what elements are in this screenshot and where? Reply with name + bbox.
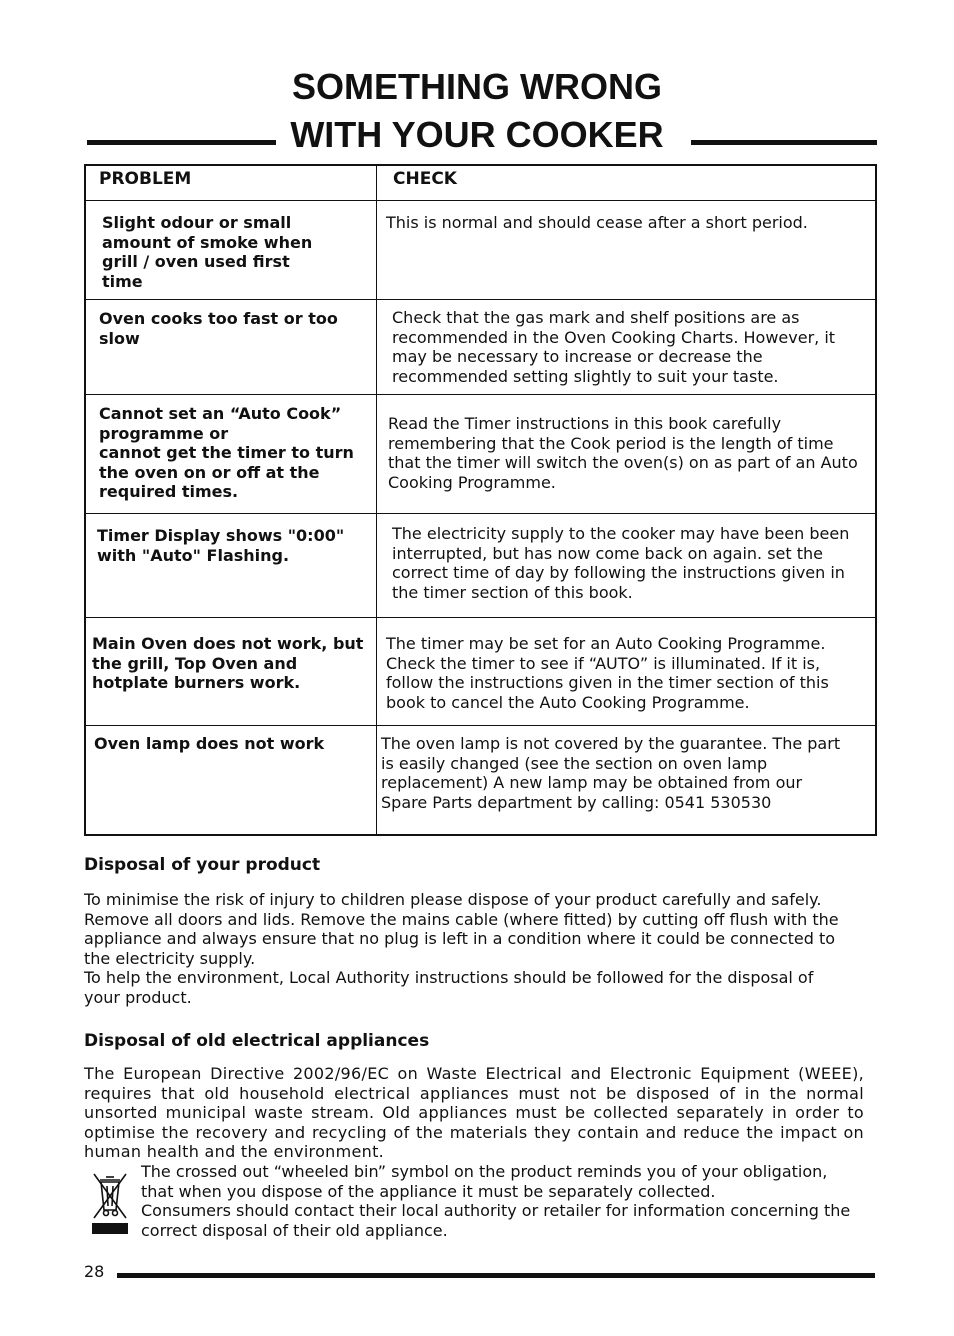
- weee-text: The European Directive 2002/96/EC on Waste Electrical and Electronic Equipment (WEEE), requires that old household electrical appliances must not be disposed of in the normal unsorted municipal waste stream. Old appliances must be collected separately in order to optimise the recovery and recycling of the materials they contain and reduce the impact on human health and the environment.: [84, 1064, 864, 1162]
- disposal-product-text: To minimise the risk of injury to children please dispose of your product carefully and safely. Remove all doors and lids. Remove the mains cable (where fitted) by cutting off flush with the appliance and always ensure that no plug is left in a condition where it could be connected to the electricity supply. To help the environment, Local Authority instructions should be followed for the disposal of your product.: [84, 890, 839, 1007]
- table-header-problem: PROBLEM: [99, 169, 192, 189]
- section-heading-disposal-electrical: Disposal of old electrical appliances: [84, 1031, 430, 1051]
- table-row-divider: [86, 617, 875, 618]
- check-cell: This is normal and should cease after a short period.: [386, 213, 808, 232]
- bin-symbol-text: The crossed out “wheeled bin” symbol on the product reminds you of your obligation, that when you dispose of the appliance it must be separately collected. Consumers should contact their local authority or retailer for information concerning the correct disposal of their old appliance.: [141, 1162, 851, 1240]
- title-rule-left: [87, 140, 276, 145]
- table-header-check: CHECK: [393, 169, 457, 189]
- problem-cell: Cannot set an “Auto Cook” programme or cannot get the timer to turn the oven on or off at the required times.: [99, 404, 354, 502]
- table-row-divider: [86, 725, 875, 726]
- problem-cell: Slight odour or small amount of smoke when grill / oven used first time: [102, 213, 313, 291]
- crossed-out-wheeled-bin-icon: [88, 1170, 132, 1240]
- table-row-divider: [86, 200, 875, 201]
- page-title-line-1: SOMETHING WRONG: [292, 66, 662, 107]
- check-cell: Read the Timer instructions in this book carefully remembering that the Cook period is the length of time that the timer will switch the oven(s) on as part of an Auto Cooking Programme.: [388, 414, 858, 492]
- table-row-divider: [86, 394, 875, 395]
- title-rule-right: [691, 140, 877, 145]
- table-column-divider: [376, 164, 377, 836]
- footer-rule: [117, 1273, 875, 1278]
- problem-cell: Oven cooks too fast or too slow: [99, 309, 338, 348]
- table-row-divider: [86, 299, 875, 300]
- problem-cell: Timer Display shows "0:00" with "Auto" Flashing.: [97, 526, 345, 565]
- check-cell: The oven lamp is not covered by the guarantee. The part is easily changed (see the section on oven lamp replacement) A new lamp may be obtained from our Spare Parts department by calling: 0541 530530: [381, 734, 841, 812]
- check-cell: The timer may be set for an Auto Cooking Programme. Check the timer to see if “AUTO” is illuminated. If it is, follow the instructions given in the timer section of this book to cancel the Auto Cooking Programme.: [386, 634, 829, 712]
- table-row-divider: [86, 513, 875, 514]
- section-heading-disposal-product: Disposal of your product: [84, 855, 321, 875]
- check-cell: The electricity supply to the cooker may have been been interrupted, but has now come back on again. set the correct time of day by following the instructions given in the timer section of this book.: [392, 524, 850, 602]
- problem-cell: Oven lamp does not work: [94, 734, 325, 753]
- page-number: 28: [84, 1262, 105, 1281]
- page-title-line-2: WITH YOUR COOKER: [290, 114, 664, 155]
- check-cell: Check that the gas mark and shelf positions are as recommended in the Oven Cooking Charts. However, it may be necessary to increase or decrease the recommended setting slightly to suit your taste.: [392, 308, 836, 386]
- problem-cell: Main Oven does not work, but the grill, Top Oven and hotplate burners work.: [92, 634, 364, 693]
